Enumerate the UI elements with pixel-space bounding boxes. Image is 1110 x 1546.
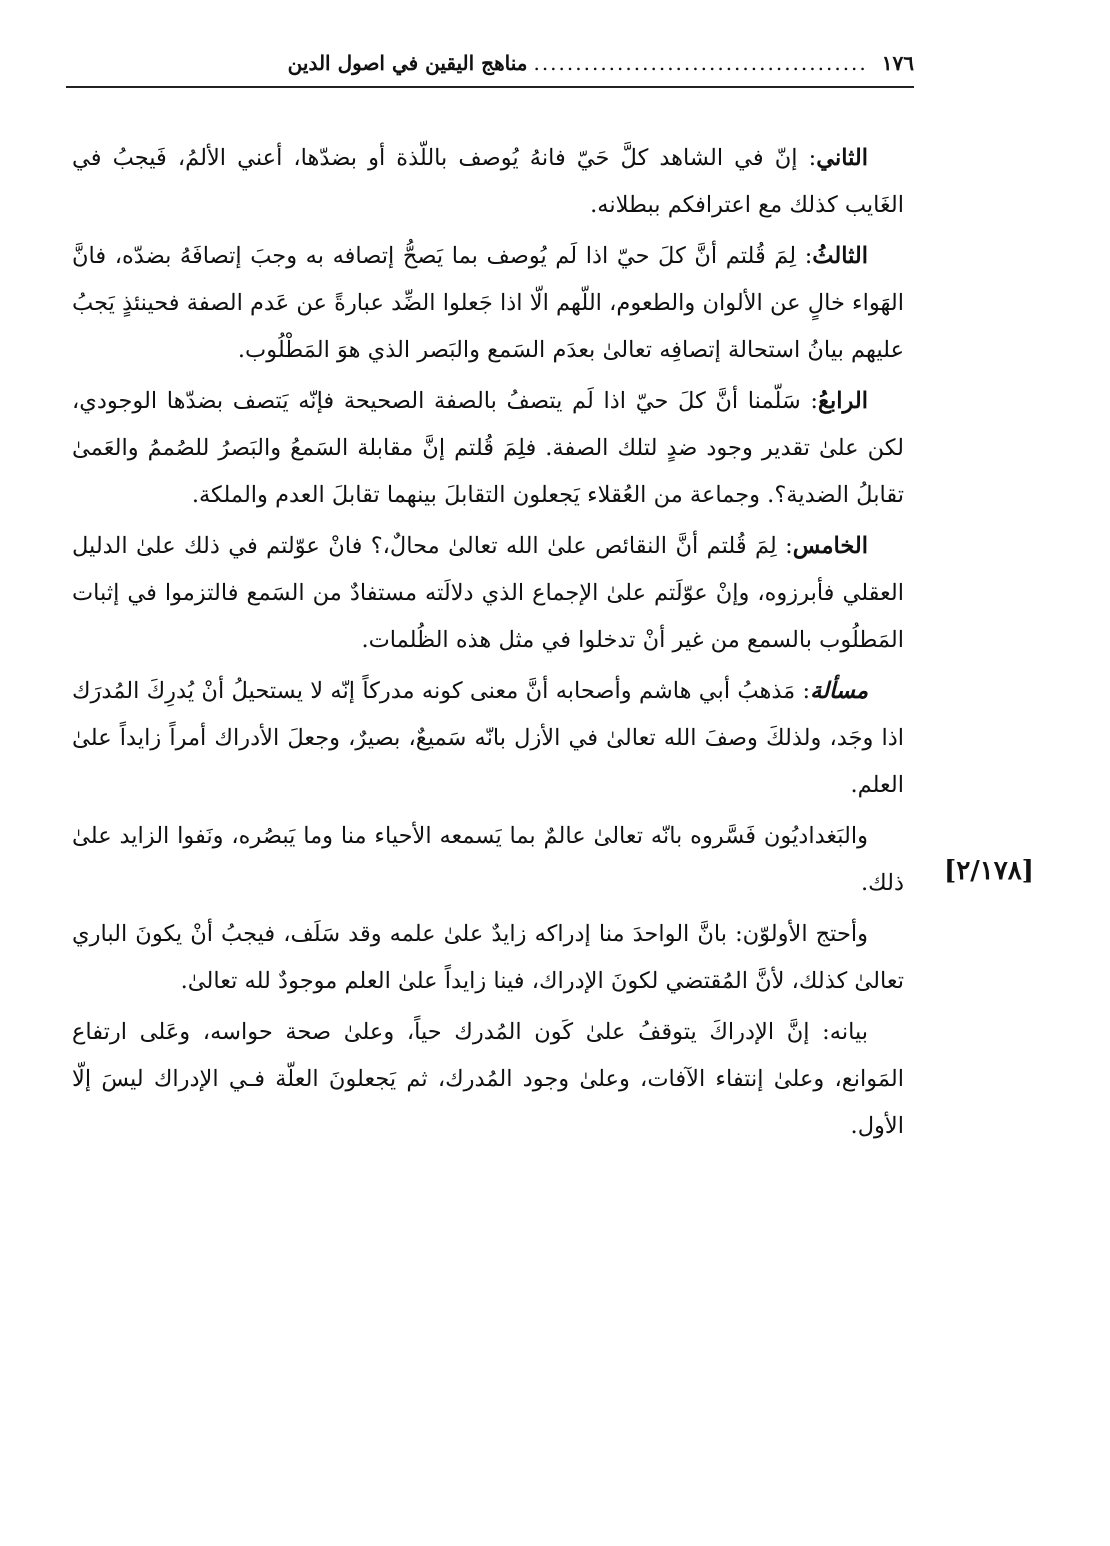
- page-number: ١٧٦: [881, 51, 914, 75]
- header-rule: [66, 86, 914, 88]
- paragraph-label: الثاني: [816, 145, 868, 171]
- paragraph-text: بيانه: إنَّ الإدراكَ يتوقفُ علىٰ كَون المُدرك حياً، وعلىٰ صحة حواسه، وعَلى ارتفاع المَوانع، وعلىٰ إنتفاء الآفات، وعلىٰ وجود المُدرك، ثم يَجعلونَ العلّة فـي الإدراك ليسَ إلّا الأول.: [72, 1019, 904, 1139]
- header-leader-dots: ........................................: [533, 51, 868, 75]
- paragraph: [72, 523, 904, 664]
- paragraph-text: : مَذهبُ أبي هاشم وأصحابه أنَّ معنى كونه مدركاً إنّه لا يستحيلُ أنْ يُدرِكَ المُدرَك اذا وجَد، ولذلكَ وصفَ الله تعالىٰ في الأزل بانّه سَميعٌ، بصيرٌ، وجعلَ الأدراك أمراً زايداً علىٰ العلم.: [72, 678, 904, 798]
- paragraph: [72, 378, 904, 519]
- margin-page-reference: [٢/١٧٨]: [944, 856, 1034, 886]
- paragraph-text: : لِمَ قُلتم أنَّ كلَ حيّ اذا لَم يُوصف بما يَصحُّ إتصافه به وجبَ إتصافَهُ بضدّه، فانَّ الهَواء خالٍ عن الألوان والطعوم، اللّهم الّا اذا جَعلوا الضِّد عبارةً عن عَدم الصفة فحينئذٍ يَجبُ عليهم بيانُ استحالة إتصافِه تعالىٰ بعدَم السَمع والبَصر الذي هوَ المَطْلُوب.: [72, 243, 904, 363]
- paragraph: [72, 911, 904, 1005]
- body-text: [72, 135, 904, 1154]
- paragraph-text: : لِمَ قُلتم أنَّ النقائص علىٰ الله تعالىٰ محالٌ،؟ فانْ عوّلتم في ذلك علىٰ الدليل العقلي فأبرزوه، وإنْ عوّلَتم علىٰ الإجماع الذي دلالَته مستفادٌ من السَمع فالتزموا في إثبات المَطلُوب بالسمع من غير أنْ تدخلوا في مثل هذه الظُلمات.: [72, 533, 904, 653]
- paragraph: [72, 1009, 904, 1150]
- paragraph: [72, 668, 904, 809]
- paragraph: [72, 135, 904, 229]
- paragraph-label: مسألة: [810, 678, 868, 704]
- paragraph-text: وأحتج الأولوّن: بانَّ الواحدَ منا إدراكه زايدٌ علىٰ علمه وقد سَلَف، فيجبُ أنْ يكونَ الباري تعالىٰ كذلك، لأنَّ المُقتضي لكونَ الإدراك، فينا زايداً علىٰ العلم موجودٌ لله تعالىٰ.: [72, 921, 904, 994]
- paragraph: [72, 233, 904, 374]
- paragraph-text: : إنّ في الشاهد كلَّ حَيّ فانهُ يُوصف باللّذة أو بضدّها، أعني الألمُ، فَيجبُ في الغَايب كذلك مع اعترافكم ببطلانه.: [72, 145, 904, 218]
- paragraph-text: : سَلّمنا أنَّ كلَ حيّ اذا لَم يتصفُ بالصفة الصحيحة فإنّه يَتصف بضدّها الوجودي، لكن علىٰ تقدير وجود ضدٍ لتلك الصفة. فلِمَ قُلتم إنَّ مقابلة السَمعُ والبَصرُ للصُممُ والعَمىٰ تقابلُ الضدية؟. وجماعة من العُقلاء يَجعلون التقابلَ بينهما تقابلَ العدم والملكة.: [72, 388, 904, 508]
- running-header: [66, 38, 914, 88]
- paragraph-label: الخامس: [792, 533, 868, 559]
- paragraph-label: الثالثُ: [812, 243, 868, 269]
- paragraph-text: والبَغداديُون فَسَّروه بانّه تعالىٰ عالمٌ بما يَسمعه الأحياء منا وما يَبصُره، ونَفوا الزايد علىٰ ذلك.: [72, 823, 904, 896]
- book-title: مناهج اليقين في اصول الدين: [287, 51, 528, 75]
- paragraph: [72, 813, 904, 907]
- paragraph-label: الرابعُ: [817, 388, 868, 414]
